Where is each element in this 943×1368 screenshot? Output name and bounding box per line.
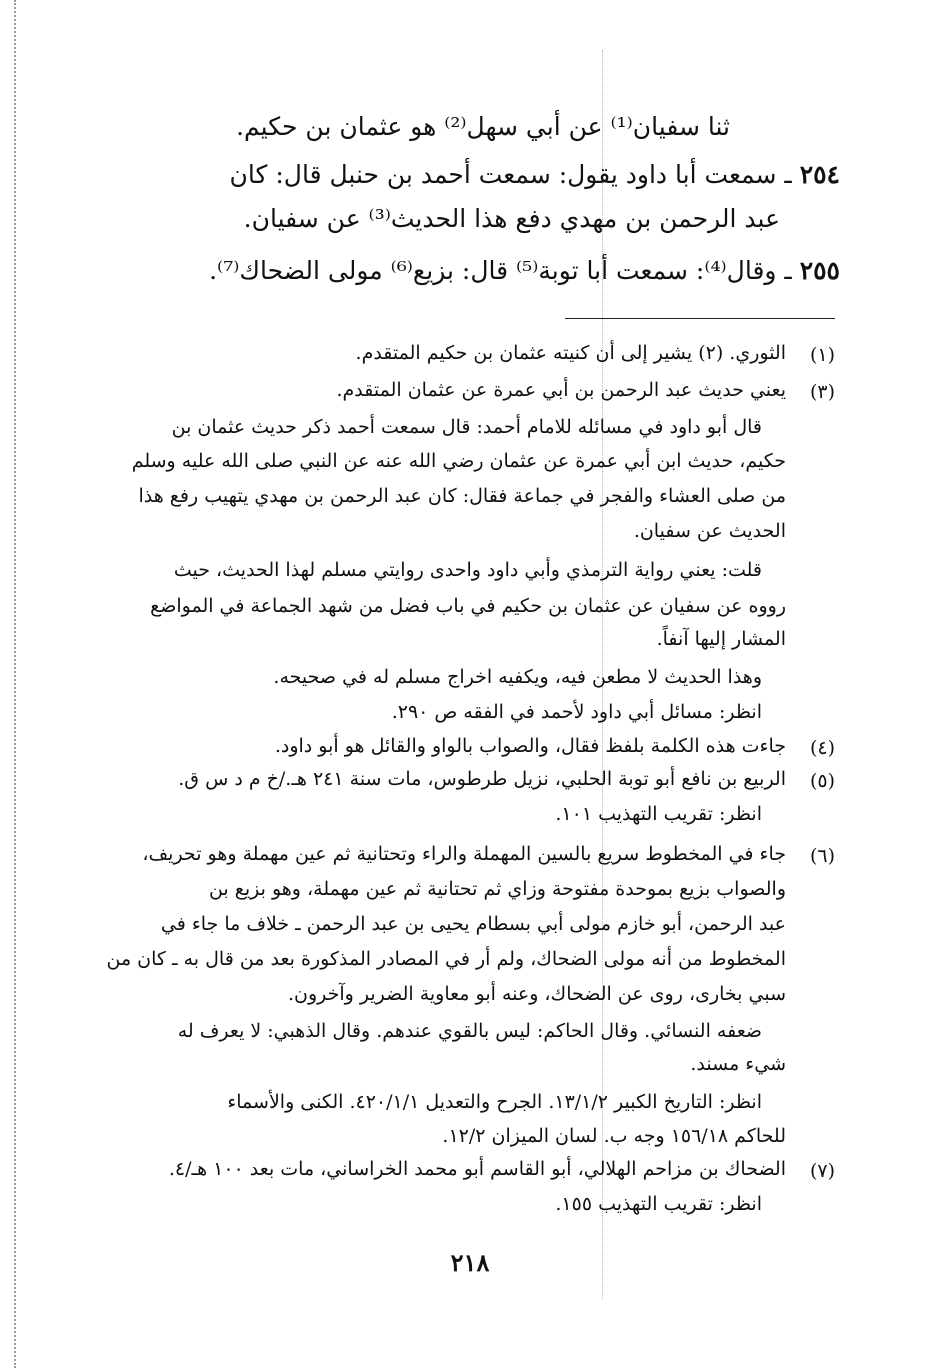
- footnote-5-line: الربيع بن نافع أبو توبة الحلبي، نزيل طرطوس، مات سنة ٢٤١ هـ./خ م د س ق.: [178, 768, 786, 790]
- footnote-3-line: وهذا الحديث لا مطعن فيه، ويكفيه اخراج مسلم له في صحيحه.: [273, 666, 762, 688]
- footnote-6-line: انظر: التاريخ الكبير ١٣/١/٢. الجرح والتعديل ٤٢٠/١/١. الكنى والأسماء: [227, 1091, 762, 1113]
- footnote-3-line: قال أبو داود في مسائله للامام أحمد: قال سمعت أحمد ذكر حديث عثمان بن: [171, 416, 762, 438]
- footnote-6-line: والصواب بزيع بموحدة مفتوحة وزاي ثم تحتانية ثم عين مهملة، وهو بزيع بن: [208, 878, 786, 900]
- hadith-number: ٢٥٥: [799, 256, 840, 285]
- footnote-3-line: يعني حديث عبد الرحمن بن أبي عمرة عن عثمان المتقدم.: [336, 379, 786, 401]
- page-number: ٢١٨: [450, 1248, 490, 1277]
- footnote-7-line: الضحاك بن مزاحم الهلالي، أبو القاسم أبو محمد الخراساني، مات بعد ١٠٠ هـ/٤.: [168, 1158, 786, 1180]
- footnote-number: (٦): [809, 845, 835, 867]
- hadith-number: ٢٥٤: [799, 160, 840, 189]
- footnote-6-line: للحاكم ١٥٦/١٨ وجه ب. لسان الميزان ١٢/٢.: [442, 1125, 786, 1147]
- footnote-number: (٤): [809, 737, 835, 759]
- main-line-1: ثنا سفيان⁽¹⁾ عن أبي سهل⁽²⁾ هو عثمان بن حكيم.: [236, 112, 730, 141]
- hadith-text: ـ وقال⁽⁴⁾: سمعت أبا توبة⁽⁵⁾ قال: بزيع⁽⁶⁾ مولى الضحاك⁽⁷⁾.: [209, 256, 792, 285]
- footnote-3-line: الحديث عن سفيان.: [633, 520, 786, 542]
- footnote-3-line: قلت: يعني رواية الترمذي وأبي داود واحدى روايتي مسلم لهذا الحديث، حيث: [173, 559, 762, 581]
- hadith-254-line-2: عبد الرحمن بن مهدي دفع هذا الحديث⁽³⁾ عن سفيان.: [243, 204, 780, 233]
- footnote-6-line: ضعفه النسائي. وقال الحاكم: ليس بالقوي عندهم. وقال الذهبي: لا يعرف له: [177, 1020, 762, 1042]
- footnote-3-line: رووه عن سفيان عن عثمان بن حكيم في باب فضل من شهد الجماعة في المواضع: [150, 595, 786, 617]
- footnote-6-line: شيء مسند.: [690, 1053, 786, 1075]
- hadith-255: [209, 256, 840, 285]
- footnote-6-line: سبي بخارى، روى عن الضحاك، وعنه أبو معاوية الضرير وآخرون.: [287, 983, 786, 1005]
- binding-edge: [14, 0, 16, 1368]
- hadith-254: [230, 160, 840, 189]
- footnote-3-line: حكيم، حديث ابن أبي عمرة عن عثمان رضي الله عنه عن النبي صلى الله عليه وسلم: [131, 450, 786, 472]
- footnote-separator: [565, 318, 835, 319]
- footnote-3-line: المشار إليها آنفاً.: [656, 628, 786, 650]
- footnote-number: (٧): [809, 1160, 835, 1182]
- hadith-text: ـ سمعت أبا داود يقول: سمعت أحمد بن حنبل قال: كان: [229, 160, 792, 189]
- footnote-7-line: انظر: تقريب التهذيب ١٥٥.: [555, 1193, 762, 1215]
- footnote-4: جاءت هذه الكلمة بلفظ فقال، والصواب بالواو والقائل هو أبو داود.: [274, 735, 786, 757]
- footnote-6-line: عبد الرحمن، أبو خازم مولى أبي بسطام يحيى بن عبد الرحمن ـ خلاف ما جاء في: [160, 913, 786, 935]
- footnote-number: (٥): [809, 770, 835, 792]
- footnote-6-line: المخطوط من أنه مولى الضحاك، ولم أر في المصادر المذكورة بعد من قال به ـ كان من: [106, 948, 786, 970]
- footnote-1: الثوري. (٢) يشير إلى أن كنيته عثمان بن حكيم المتقدم.: [355, 342, 786, 364]
- footnote-5-line: انظر: تقريب التهذيب ١٠١.: [555, 803, 762, 825]
- footnote-6-line: جاء في المخطوط سريع بالسين المهملة والراء وتحتانية ثم عين مهملة وهو تحريف،: [142, 843, 786, 865]
- footnote-number: (٣): [809, 381, 835, 403]
- footnote-number: (١): [809, 344, 835, 366]
- footnote-3-line: من صلى العشاء والفجر في جماعة فقال: كان عبد الرحمن بن مهدي يتهيب رفع هذا: [138, 485, 786, 507]
- footnote-3-line: انظر: مسائل أبي داود لأحمد في الفقه ص ٢٩٠.: [391, 701, 762, 723]
